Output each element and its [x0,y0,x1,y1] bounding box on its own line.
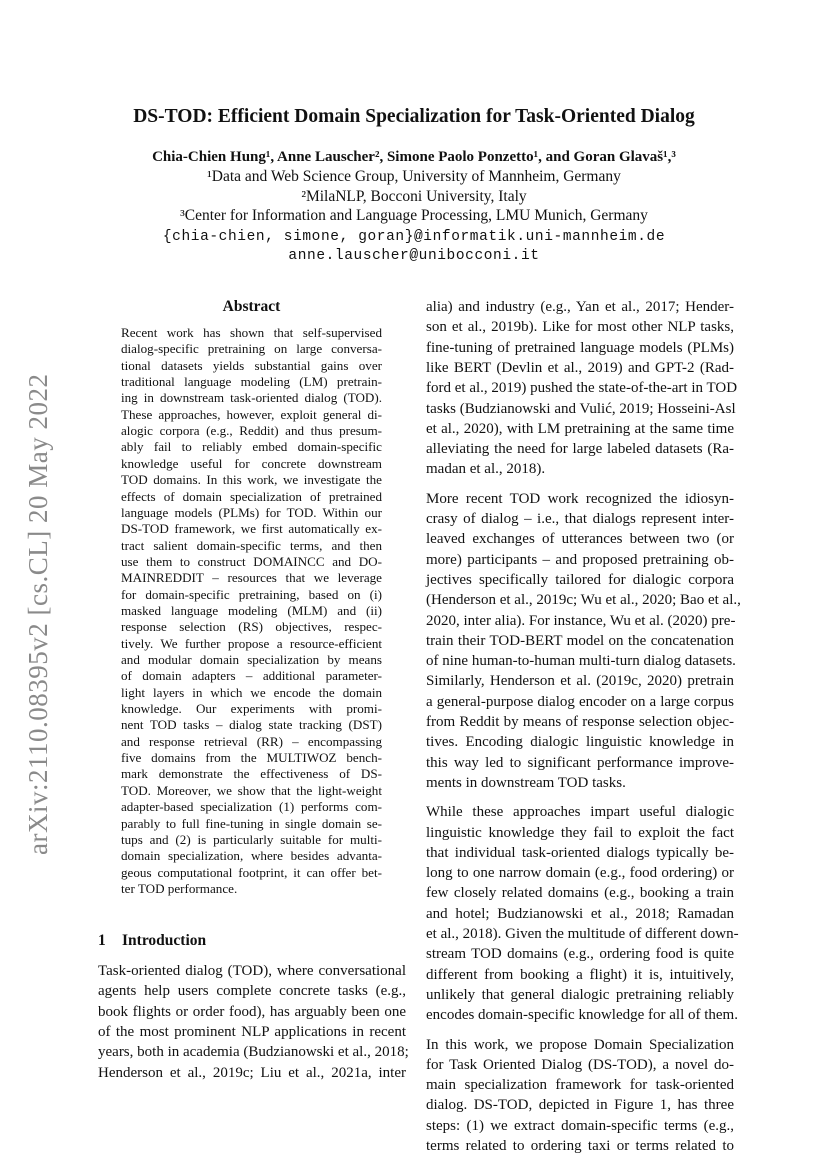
paragraph-line: few closely related domains (e.g., booking a train [426,885,734,902]
paragraph-line: and hotel; Budzianowski et al., 2018; Ramadan [426,905,734,922]
paragraph-line: ments in downstream TOD tasks. [426,774,626,791]
affiliation-1: ¹Data and Web Science Group, University of Mannheim, Germany [207,168,621,185]
intro-line: years, both in academia (Budzianowski et al., 2018; [98,1044,409,1061]
abstract-line: MAINREDDIT – resources that we leverage [121,570,382,586]
abstract-line: traditional language modeling (LM) pretrain- [121,374,382,390]
paper-title: DS-TOD: Efficient Domain Specialization for Task-Oriented Dialog [133,106,695,127]
paragraph-line: alia) and industry (e.g., Yan et al., 2017; Hender- [426,299,734,315]
arxiv-identifier: arXiv:2110.08395v2 [cs.CL] 20 May 2022 [23,373,53,855]
section-number: 1 [98,932,106,949]
paragraph-line: of nine human-to-human multi-turn dialog datasets. [426,653,736,670]
abstract-line: knowledge useful for concrete downstream [121,455,382,471]
paragraph-line: main specialization framework for task-oriented [426,1077,734,1094]
intro-line: Task-oriented dialog (TOD), where conversational [98,963,406,979]
paragraph-line: Similarly, Henderson et al. (2019c, 2020) pretrain [426,673,734,690]
intro-line: book flights or order food), has arguably been one [98,1003,406,1020]
intro-line: of the most prominent NLP applications in recent [98,1023,406,1040]
abstract-line: knowledge. Our experiments with promi- [121,701,382,717]
abstract-line: TOD domains. In this work, we investigate the [121,472,382,488]
paragraph-line: different from booking a flight) it is, intuitively, [426,966,734,983]
paragraph-line: alleviating the need for large labeled datasets (Ra- [426,441,734,458]
abstract-line: alogic corpora (e.g., Reddit) and thus presum- [121,423,382,439]
paragraph-line: terms related to ordering taxi or terms related to [426,1138,734,1154]
abstract-line: for domain-specific pretraining, based on (i) [121,586,382,602]
paragraph-line: long to one narrow domain (e.g., food ordering) or [426,865,734,882]
paragraph-line: unlikely that general dialogic pretraining reliably [426,986,734,1003]
intro-line: Henderson et al., 2019c; Liu et al., 2021a, inter [98,1064,406,1081]
abstract-line: ter TOD performance. [121,880,238,896]
abstract-line: tional datasets yields substantial gains over [121,357,382,373]
paragraph-line: (Henderson et al., 2019c; Wu et al., 2020; Bao et al., [426,592,741,609]
intro-line: agents help users complete concrete tasks (e.g., [98,983,406,1000]
paragraph-line: stream TOD domains (e.g., ordering food is quite [426,946,734,963]
affiliation-2: ²MilaNLP, Bocconi University, Italy [301,188,527,205]
abstract-line: response selection (RS) objectives, respec- [121,619,382,635]
paragraph-line: tives. Encoding dialogic linguistic knowledge in [426,734,734,751]
paragraph-line: this way led to significant performance improve- [426,754,734,771]
paragraph-line: While these approaches impart useful dialogic [426,804,734,821]
paragraph-line: tasks (Budzianowski and Vulić, 2019; Hosseini-Asl [426,400,736,417]
section-heading-introduction [98,932,206,950]
paragraph-line: steps: (1) we extract domain-specific terms (e.g., [426,1117,734,1134]
abstract-line: light layers in which we encode the domain [121,684,382,700]
paragraph-line: more) participants – and proposed pretraining ob- [426,551,734,568]
paragraph-line: dialog. DS-TOD, depicted in Figure 1, has three [426,1097,734,1114]
paragraph-line: like BERT (Devlin et al., 2019) and GPT-2 (Rad- [426,359,734,376]
abstract-line: ably fail to reliably embed domain-specific [121,439,382,455]
abstract-line: masked language modeling (MLM) and (ii) [121,602,382,618]
paragraph-line: et al., 2018). Given the multitude of different down- [426,926,739,942]
abstract-line: effects of domain specialization of pretrained [121,488,382,504]
paragraph-line: a general-purpose dialog encoder on a large corpus [426,693,734,710]
paragraph-line: for Task Oriented Dialog (DS-TOD), a novel do- [426,1056,734,1073]
paragraph-line: crasy of dialog – i.e., that dialogs represent inter- [426,511,734,527]
affiliation-3: ³Center for Information and Language Processing, LMU Munich, Germany [180,207,648,224]
abstract-line: geous computational footprint, it can offer bet- [121,864,382,880]
section-title: Introduction [122,932,207,949]
author-list: Chia-Chien Hung¹, Anne Lauscher², Simone Paolo Ponzetto¹, and Goran Glavaš¹,³ [152,149,676,165]
paragraph-line: son et al., 2019b). Like for most other NLP tasks, [426,319,734,336]
abstract-line: tract salient domain-specific terms, and then [121,537,382,553]
abstract-line: TOD. Moreover, we show that the light-weight [121,782,382,798]
abstract-line: nent TOD tasks – dialog state tracking (DST) [121,717,382,733]
abstract-line: and response retrieval (RR) – encompassing [121,733,382,749]
paragraph-line: linguistic knowledge they fail to exploit the fact [426,824,734,841]
email-line-1: {chia-chien, simone, goran}@informatik.uni-mannheim.de [162,229,666,245]
abstract-line: Recent work has shown that self-supervised [121,325,382,340]
paragraph-line: More recent TOD work recognized the idiosyn- [426,490,734,507]
paragraph-line: madan et al., 2018). [426,461,546,478]
abstract-line: DS-TOD framework, we first automatically ex- [121,521,382,537]
abstract-line: language models (PLMs) for TOD. Within our [121,504,382,520]
paragraph-line: from Reddit by means of response selection objec- [426,714,734,730]
paragraph-line: In this work, we propose Domain Specialization [426,1036,734,1053]
abstract-line: mark demonstrate the effectiveness of DS- [121,766,382,782]
abstract-line: ing in downstream task-oriented dialog (TOD). [121,390,382,406]
paragraph-line: ford et al., 2019) pushed the state-of-the-art in TOD [426,380,738,397]
paragraph-line: train their TOD-BERT model on the concatenation [426,632,734,649]
abstract-line: parably to full fine-tuning in single domain se- [121,815,382,831]
abstract-line: These approaches, however, exploit general di- [121,406,382,422]
abstract-line: tively. We further propose a resource-efficient [121,635,382,651]
email-line-2: anne.lauscher@unibocconi.it [288,248,540,264]
paragraph-line: that individual task-oriented dialogs typically be- [426,844,734,861]
paragraph-line: encodes domain-specific knowledge for all of them. [426,1007,738,1024]
abstract-line: domain specialization, where besides advanta- [121,848,382,864]
paragraph-line: 2020, inter alia). For instance, Wu et al. (2020) pre- [426,612,736,629]
paragraph-line: leaved exchanges of utterances between two (or [426,531,734,548]
abstract-heading: Abstract [222,298,281,315]
paragraph-line: fine-tuning of pretrained language models (PLMs) [426,339,734,356]
abstract-line: and modular domain specialization by means [121,652,382,667]
abstract-line: adapter-based specialization (1) performs com- [121,799,382,815]
abstract-line: of domain adapters – additional parameter- [121,668,382,684]
paragraph-line: et al., 2020), with LM pretraining at the same time [426,420,734,437]
abstract-line: use them to construct DOMAINCC and DO- [121,553,382,569]
paragraph-line: jectives specifically tailored for dialogic corpora [426,571,734,588]
abstract-line: five domains from the MULTIWOZ bench- [121,750,382,766]
abstract-line: dialog-specific pretraining on large conversa- [121,341,382,357]
abstract-line: tups and (2) is particularly suitable for multi- [121,831,382,847]
